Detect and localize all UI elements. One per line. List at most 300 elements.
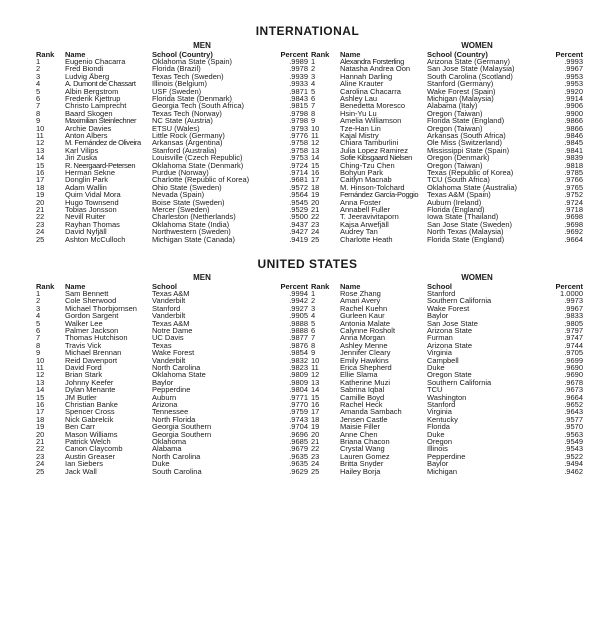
name-cell: Carolina Chacarra — [340, 87, 401, 96]
school-cell: Wake Forest — [152, 349, 195, 358]
percent-cell: .9833 — [564, 312, 583, 321]
name-cell: Mason Williams — [65, 430, 118, 439]
school-cell: Oregon State — [427, 371, 472, 380]
percent-cell: .9564 — [289, 191, 308, 200]
name-cell: David Ford — [65, 364, 102, 372]
name-cell: Cole Sherwood — [65, 297, 117, 306]
school-cell: Oregon — [427, 438, 453, 446]
name-cell: Antonia Malate — [340, 319, 391, 328]
school-cell: Arkansas (South Africa) — [427, 132, 506, 140]
international-men-heading: MEN — [193, 41, 211, 50]
school-cell: Duke — [152, 460, 170, 469]
school-cell: Arizona State — [427, 327, 473, 335]
rank-cell: 3 — [36, 304, 41, 313]
name-cell: Walker Lee — [65, 319, 103, 328]
percent-cell: .9888 — [289, 319, 308, 328]
percent-cell: .9714 — [289, 169, 308, 177]
name-cell: Anne Chen — [340, 430, 378, 439]
table-row — [36, 468, 308, 476]
name-cell: Brian Stark — [65, 371, 103, 380]
rank-cell: 16 — [36, 401, 45, 409]
percent-cell: .9989 — [289, 58, 308, 66]
percent-cell: .9845 — [564, 139, 583, 148]
school-cell: Illinois (Belgium) — [152, 80, 208, 89]
percent-cell: .9673 — [564, 386, 583, 395]
percent-cell: .9664 — [564, 393, 583, 402]
school-cell: Pepperdine — [152, 386, 191, 395]
name-cell: Kajal Mistry — [340, 132, 379, 140]
school-cell: Vanderbilt — [152, 297, 186, 306]
school-cell: Tennessee — [152, 408, 189, 417]
rank-cell: 2 — [311, 297, 316, 306]
school-cell: Louisville (Czech Republic) — [152, 154, 243, 163]
school-cell: TCU — [427, 386, 443, 395]
rank-cell: 1 — [36, 58, 41, 66]
percent-cell: .9724 — [289, 161, 308, 170]
school-cell: Georgia Southern — [152, 423, 212, 432]
rank-cell: 5 — [36, 87, 41, 96]
school-cell: Wake Forest — [427, 304, 470, 313]
school-cell: Vanderbilt — [152, 356, 186, 365]
name-cell: Ching-Tzu Chen — [340, 161, 395, 170]
name-cell: Audrey Tan — [340, 228, 378, 237]
table-row — [36, 236, 308, 244]
school-cell: Auburn — [152, 393, 177, 402]
name-cell: Sam Bennett — [65, 290, 109, 298]
name-cell: Annabell Fuller — [340, 206, 391, 214]
rank-cell: 3 — [36, 72, 41, 81]
percent-cell: .9771 — [289, 393, 308, 402]
percent-cell: .9747 — [564, 334, 583, 343]
name-cell: Anna Morgan — [340, 334, 386, 343]
percent-cell: .9967 — [564, 65, 583, 74]
school-cell: ETSU (Wales) — [152, 124, 200, 133]
rank-cell: 18 — [36, 183, 45, 192]
name-cell: Ashley Lau — [340, 95, 378, 103]
school-cell: Stanford (Australia) — [152, 146, 217, 155]
percent-cell: .9678 — [564, 378, 583, 387]
percent-cell: .9685 — [289, 438, 308, 446]
rank-cell: 17 — [311, 176, 320, 185]
name-cell: Christo Lamprecht — [65, 102, 127, 111]
school-cell: Georgia Southern — [152, 430, 212, 439]
name-cell: Reid Davenport — [65, 356, 118, 365]
rank-cell: 1 — [311, 290, 316, 298]
percent-cell: .9973 — [564, 297, 583, 306]
name-header: Name — [340, 282, 361, 291]
percent-cell: .9758 — [289, 139, 308, 148]
rank-cell: 10 — [311, 356, 320, 365]
name-cell: Anna Foster — [340, 198, 381, 207]
percent-cell: .9939 — [289, 72, 308, 81]
name-cell: Amanda Sambach — [340, 408, 402, 417]
percent-cell: .9832 — [289, 356, 308, 365]
rank-cell: 19 — [36, 191, 45, 200]
name-cell: Camille Boyd — [340, 393, 385, 402]
percent-cell: .9419 — [289, 235, 308, 244]
percent-cell: .9690 — [564, 364, 583, 372]
school-header: School — [427, 282, 453, 291]
rank-cell: 13 — [36, 378, 45, 387]
rank-cell: 6 — [36, 95, 41, 103]
percent-cell: .9877 — [289, 334, 308, 343]
rank-cell: 21 — [311, 206, 320, 214]
percent-cell: .9718 — [564, 206, 583, 214]
name-cell: Sofie Kibsgaard Nielsen — [340, 154, 412, 163]
percent-cell: 1.0000 — [560, 290, 583, 298]
school-cell: Iowa State (Thailand) — [427, 213, 499, 222]
school-cell: Michigan — [427, 467, 458, 476]
school-cell: Duke — [427, 430, 445, 439]
rank-cell: 8 — [311, 341, 316, 350]
school-cell: Florida State (Denmark) — [152, 95, 233, 103]
school-cell: Baylor — [427, 312, 449, 321]
rank-cell: 24 — [311, 228, 320, 237]
rank-header: Rank — [311, 50, 330, 59]
percent-cell: .9692 — [564, 228, 583, 237]
name-cell: Katherine Muzi — [340, 378, 391, 387]
rank-cell: 20 — [311, 430, 320, 439]
percent-cell: .9752 — [564, 191, 583, 200]
name-cell: Charlotte Heath — [340, 235, 393, 244]
school-header: School (Country) — [152, 50, 213, 59]
percent-cell: .9809 — [289, 378, 308, 387]
name-cell: Frederik Kjettrup — [65, 95, 121, 103]
school-cell: Kentucky — [427, 415, 458, 424]
name-cell: Julia Lopez Ramirez — [340, 146, 408, 155]
rank-cell: 8 — [36, 341, 41, 350]
percent-cell: .9681 — [289, 176, 308, 185]
percent-cell: .9437 — [289, 220, 308, 229]
name-cell: David Nyfjäll — [65, 228, 107, 237]
percent-cell: .9846 — [564, 132, 583, 140]
percent-cell: .9776 — [289, 132, 308, 140]
percent-cell: .9815 — [289, 102, 308, 111]
school-header: School (Country) — [427, 50, 488, 59]
school-cell: Auburn (Ireland) — [427, 198, 482, 207]
rank-cell: 19 — [36, 423, 45, 432]
school-cell: Baylor — [152, 378, 174, 387]
name-cell: Fred Biondi — [65, 65, 104, 74]
school-cell: Alabama (Italy) — [427, 102, 478, 111]
rank-cell: 15 — [311, 393, 320, 402]
rank-cell: 14 — [36, 386, 45, 395]
table-row — [311, 468, 583, 476]
school-cell: Texas A&M — [152, 319, 190, 328]
name-cell: Britta Snyder — [340, 460, 384, 469]
percent-cell: .9724 — [564, 198, 583, 207]
rank-cell: 4 — [36, 80, 41, 89]
name-cell: Karl Vilips — [65, 146, 99, 155]
percent-cell: .9854 — [289, 349, 308, 358]
rank-cell: 11 — [36, 132, 44, 140]
rank-cell: 3 — [311, 72, 316, 81]
name-cell: Rachel Heck — [340, 401, 383, 409]
rank-cell: 7 — [36, 102, 41, 111]
percent-cell: .9635 — [289, 452, 308, 461]
percent-cell: .9705 — [564, 349, 583, 358]
rank-cell: 15 — [311, 161, 320, 170]
rank-cell: 9 — [311, 117, 316, 126]
name-cell: Tobias Jonsson — [65, 206, 117, 214]
school-cell: Stanford (Germany) — [427, 80, 494, 89]
school-cell: Texas Tech (Norway) — [152, 109, 222, 118]
name-cell: Ashton McCulloch — [65, 235, 126, 244]
rank-cell: 25 — [311, 467, 320, 476]
rank-cell: 23 — [311, 220, 320, 229]
name-cell: Ludvig Åberg — [65, 72, 110, 81]
name-cell: Christian Banke — [65, 401, 118, 409]
percent-cell: .9942 — [289, 297, 308, 306]
rank-cell: 10 — [311, 124, 320, 133]
percent-cell: .9753 — [289, 154, 308, 163]
name-cell: Tze-Han Lin — [340, 124, 381, 133]
percent-cell: .9785 — [564, 169, 583, 177]
school-cell: Texas (Republic of Korea) — [427, 169, 514, 177]
school-cell: Campbell — [427, 356, 459, 365]
rank-cell: 6 — [311, 95, 316, 103]
name-cell: Fernández García-Poggio — [340, 191, 419, 200]
name-cell: Travis Vick — [65, 341, 102, 350]
rank-cell: 12 — [311, 139, 320, 148]
rank-cell: 9 — [311, 349, 316, 358]
percent-cell: .9798 — [289, 109, 308, 118]
name-cell: Natasha Andrea Oon — [340, 65, 411, 74]
name-cell: Alexandra Forsterling — [340, 58, 404, 66]
percent-cell: .9876 — [289, 341, 308, 350]
school-cell: Purdue (Norway) — [152, 169, 209, 177]
school-cell: Oregon (Denmark) — [427, 154, 490, 163]
percent-cell: .9572 — [289, 183, 308, 192]
school-cell: North Texas (Malaysia) — [427, 228, 504, 237]
name-cell: Gurleen Kaur — [340, 312, 385, 321]
rank-cell: 12 — [311, 371, 320, 380]
percent-cell: .9635 — [289, 460, 308, 469]
name-cell: Jack Wall — [65, 467, 97, 476]
rank-cell: 12 — [36, 371, 45, 380]
percent-cell: .9743 — [289, 415, 308, 424]
percent-cell: .9664 — [564, 235, 583, 244]
rank-header: Rank — [36, 50, 55, 59]
table-row — [311, 236, 583, 244]
school-cell: Illinois — [427, 445, 448, 454]
name-cell: Gordon Sargent — [65, 312, 119, 321]
name-cell: Nick Gabrelcik — [65, 415, 114, 424]
name-cell: Ashley Menne — [340, 341, 388, 350]
rank-cell: 17 — [311, 408, 320, 417]
school-cell: Oregon (Taiwan) — [427, 109, 483, 118]
name-cell: Ellie Slama — [340, 371, 378, 380]
school-cell: Pepperdine — [427, 452, 466, 461]
school-cell: San Jose State (Sweden) — [427, 220, 513, 229]
percent-header: Percent — [555, 50, 583, 59]
rank-cell: 1 — [36, 290, 41, 298]
school-cell: Baylor — [427, 460, 449, 469]
rank-cell: 3 — [311, 304, 316, 313]
rank-cell: 8 — [311, 109, 316, 118]
percent-header: Percent — [555, 282, 583, 291]
rank-cell: 13 — [311, 378, 320, 387]
percent-cell: .9905 — [289, 312, 308, 321]
name-cell: Palmer Jackson — [65, 327, 119, 335]
rank-cell: 2 — [36, 65, 41, 74]
percent-cell: .9920 — [564, 87, 583, 96]
name-cell: Donglin Park — [65, 176, 108, 185]
name-cell: Dylan Menante — [65, 386, 116, 395]
name-cell: Rose Zhang — [340, 290, 381, 298]
school-cell: Arizona — [152, 401, 178, 409]
school-cell: North Carolina — [152, 364, 201, 372]
name-cell: Michael Thorbjornsen — [65, 304, 137, 313]
percent-cell: .9696 — [289, 430, 308, 439]
percent-cell: .9690 — [564, 371, 583, 380]
school-cell: Stanford — [427, 290, 456, 298]
name-cell: A. Dumont de Chassart — [65, 80, 136, 89]
rank-cell: 24 — [36, 228, 45, 237]
school-cell: North Carolina — [152, 452, 201, 461]
school-cell: Texas Tech (Sweden) — [152, 72, 224, 81]
international-section-title: INTERNATIONAL — [255, 24, 360, 38]
percent-cell: .9793 — [289, 124, 308, 133]
name-cell: Lauren Gomez — [340, 452, 390, 461]
school-cell: Alabama — [152, 445, 182, 454]
percent-cell: .9679 — [289, 445, 308, 454]
percent-cell: .9529 — [289, 206, 308, 214]
name-cell: Patrick Welch — [65, 438, 111, 446]
school-cell: Texas A&M — [152, 290, 190, 298]
rank-cell: 19 — [311, 423, 320, 432]
name-cell: Michael Brennan — [65, 349, 122, 358]
percent-cell: .9770 — [289, 401, 308, 409]
rank-cell: 17 — [36, 408, 45, 417]
school-cell: Oregon (Taiwan) — [427, 161, 483, 170]
percent-cell: .9462 — [564, 467, 583, 476]
rank-cell: 2 — [311, 65, 316, 74]
school-cell: Oklahoma — [152, 438, 187, 446]
school-cell: Virginia — [427, 349, 452, 358]
percent-cell: .9900 — [564, 109, 583, 118]
rank-cell: 17 — [36, 176, 45, 185]
rank-cell: 12 — [36, 139, 45, 148]
rank-cell: 11 — [311, 132, 319, 140]
school-header: School — [152, 282, 178, 291]
percent-header: Percent — [280, 50, 308, 59]
name-cell: Hailey Borja — [340, 467, 381, 476]
rank-cell: 5 — [311, 87, 316, 96]
united_states-women-heading: WOMEN — [461, 273, 493, 282]
name-cell: M. Hinson-Tolchard — [340, 183, 405, 192]
percent-cell: .9953 — [564, 80, 583, 89]
name-cell: Jensen Castle — [340, 415, 388, 424]
percent-cell: .9804 — [289, 386, 308, 395]
school-cell: Oklahoma State (Denmark) — [152, 161, 244, 170]
rank-header: Rank — [36, 282, 55, 291]
percent-cell: .9866 — [564, 117, 583, 126]
rank-cell: 23 — [311, 452, 320, 461]
school-cell: Arkansas (Argentina) — [152, 139, 223, 148]
rank-cell: 14 — [311, 154, 320, 163]
name-cell: Calynne Rosholt — [340, 327, 396, 335]
name-cell: Spencer Cross — [65, 408, 115, 417]
school-cell: Northwestern (Sweden) — [152, 228, 231, 237]
percent-cell: .9759 — [289, 408, 308, 417]
rank-cell: 4 — [311, 80, 316, 89]
school-cell: South Carolina — [152, 467, 202, 476]
name-cell: Maisie Filler — [340, 423, 381, 432]
rank-cell: 22 — [311, 445, 320, 454]
international-women-heading: WOMEN — [461, 41, 493, 50]
percent-cell: .9994 — [289, 290, 308, 298]
rank-cell: 10 — [36, 124, 45, 133]
name-cell: Johnny Keefer — [65, 378, 114, 387]
school-cell: Florida State (England) — [427, 235, 505, 244]
name-cell: Briana Chacon — [340, 438, 390, 446]
name-cell: Ben Carr — [65, 423, 96, 432]
rank-cell: 6 — [311, 327, 316, 335]
name-cell: Thomas Hutchison — [65, 334, 128, 343]
name-cell: JM Butler — [65, 393, 97, 402]
rank-cell: 22 — [36, 445, 45, 454]
percent-cell: .9797 — [564, 327, 583, 335]
rank-cell: 5 — [311, 319, 316, 328]
name-header: Name — [340, 50, 361, 59]
percent-cell: .9704 — [289, 423, 308, 432]
school-cell: Furman — [427, 334, 453, 343]
percent-cell: .9933 — [289, 80, 308, 89]
name-cell: Benedetta Moresco — [340, 102, 406, 111]
name-cell: Amari Avery — [340, 297, 381, 306]
rank-cell: 21 — [311, 438, 320, 446]
rank-cell: 14 — [36, 154, 45, 163]
school-cell: Florida State (England) — [427, 117, 505, 126]
percent-cell: .9766 — [564, 176, 583, 185]
percent-cell: .9866 — [564, 124, 583, 133]
name-cell: Adam Wallin — [65, 183, 107, 192]
percent-cell: .9698 — [564, 220, 583, 229]
school-cell: Stanford — [427, 401, 456, 409]
percent-cell: .9809 — [289, 371, 308, 380]
percent-header: Percent — [280, 282, 308, 291]
school-cell: South Carolina (Scotland) — [427, 72, 513, 81]
rank-cell: 25 — [311, 235, 320, 244]
name-cell: Chiara Tamburlini — [340, 139, 399, 148]
rank-cell: 25 — [36, 235, 45, 244]
percent-cell: .9765 — [564, 183, 583, 192]
rank-cell: 13 — [36, 146, 45, 155]
school-cell: Vanderbilt — [152, 312, 186, 321]
rank-cell: 22 — [311, 213, 320, 222]
name-cell: Caitlyn Macnab — [340, 176, 392, 185]
percent-cell: .9841 — [564, 146, 583, 155]
percent-cell: .9758 — [289, 146, 308, 155]
school-cell: Southern California — [427, 378, 492, 387]
rank-cell: 6 — [36, 327, 41, 335]
name-cell: Ian Siebers — [65, 460, 103, 469]
percent-cell: .9500 — [289, 213, 308, 222]
percent-cell: .9906 — [564, 102, 583, 111]
percent-cell: .9427 — [289, 228, 308, 237]
name-cell: Aline Krauter — [340, 80, 384, 89]
percent-cell: .9629 — [289, 467, 308, 476]
rank-cell: 16 — [311, 401, 320, 409]
rank-cell: 7 — [36, 334, 41, 343]
school-cell: Wake Forest (Spain) — [427, 87, 496, 96]
rank-cell: 21 — [36, 206, 45, 214]
percent-cell: .9823 — [289, 364, 308, 372]
rank-cell: 2 — [36, 297, 41, 306]
name-cell: Jiri Zuska — [65, 154, 98, 163]
school-cell: Florida (Brazil) — [152, 65, 201, 74]
